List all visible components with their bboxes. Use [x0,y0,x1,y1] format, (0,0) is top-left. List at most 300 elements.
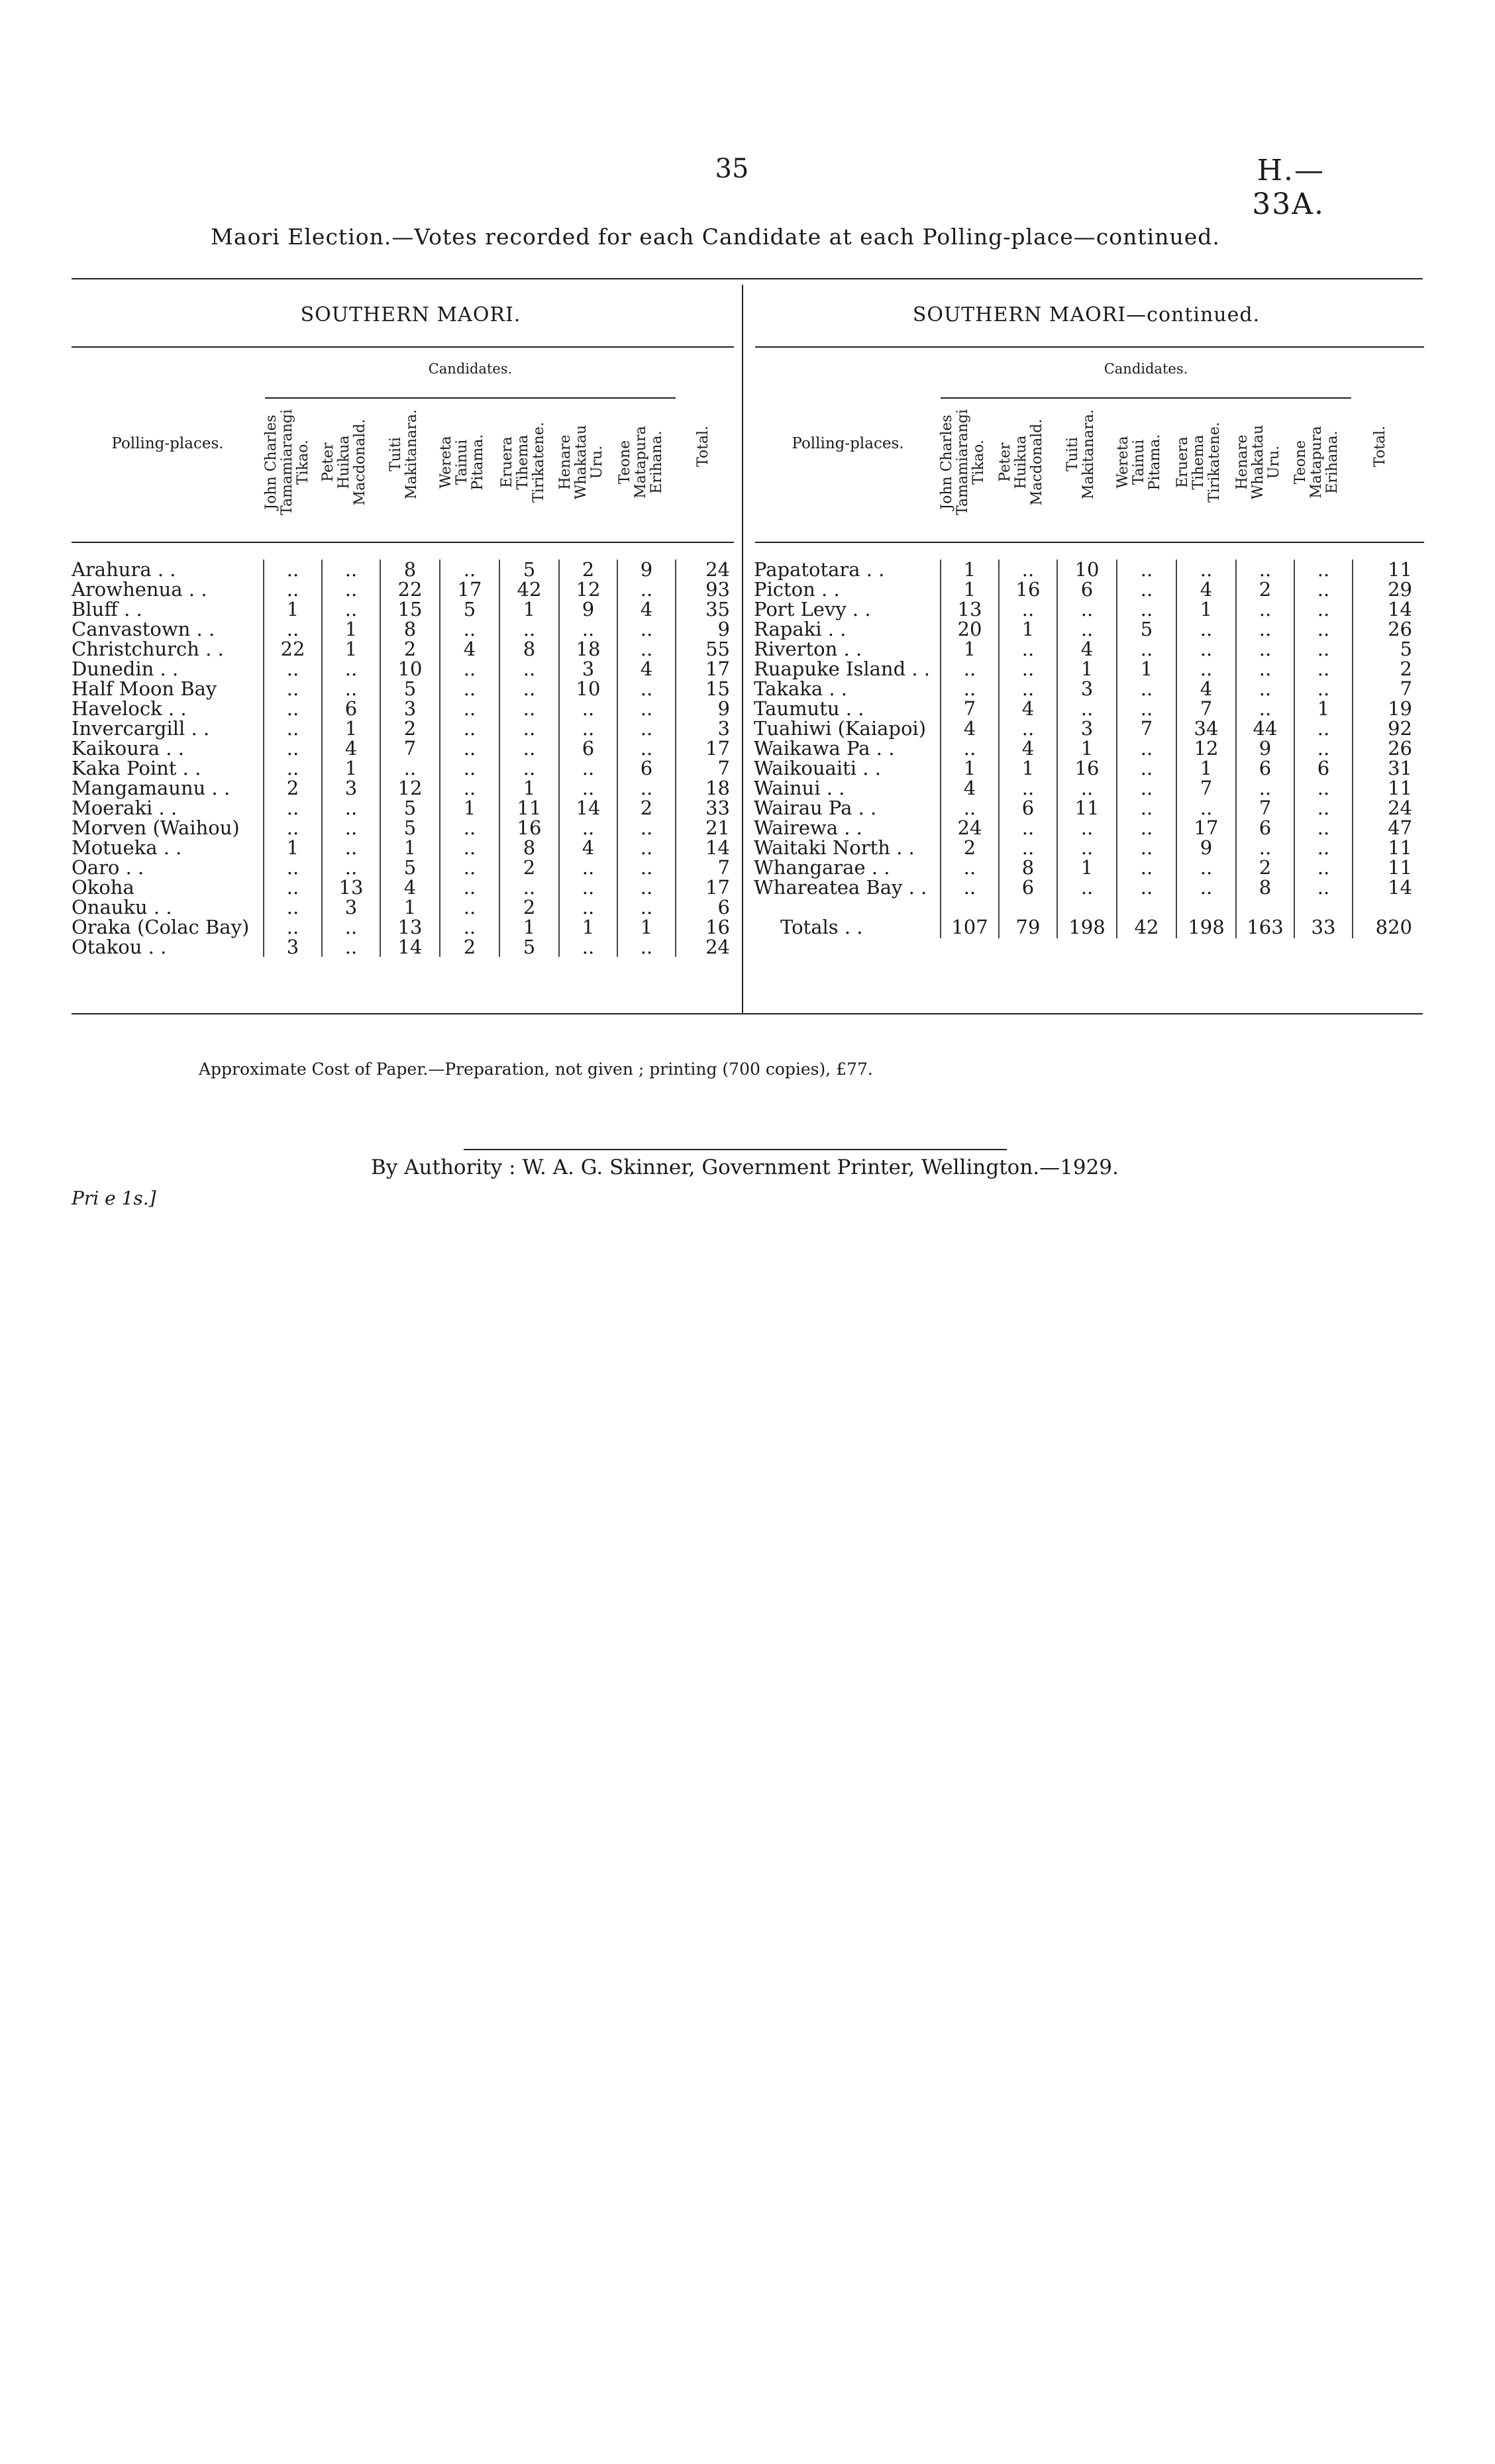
vote-cell: .. [1176,619,1236,639]
vote-cell: 9 [559,599,617,619]
row-total: 26 [1353,738,1416,758]
table-row [754,599,1416,619]
vote-cell: .. [264,718,322,738]
vote-cell: .. [1117,758,1176,778]
authority-rule [464,1149,1007,1150]
vote-cell: .. [999,679,1057,699]
vote-cell: 24 [941,818,999,838]
candidate-total: 198 [1057,897,1117,938]
vote-cell: .. [322,560,380,579]
vote-cell: .. [1294,738,1353,758]
row-total: 31 [1353,758,1416,778]
vote-cell: 17 [1176,818,1236,838]
table-row [72,897,734,917]
vote-cell: .. [440,758,499,778]
left-votes-table [72,560,734,957]
table-row [72,639,734,659]
vote-cell: .. [559,897,617,917]
table-row [754,659,1416,679]
vote-cell: .. [999,718,1057,738]
vote-cell: 4 [941,778,999,798]
vote-cell: 1 [499,917,559,937]
table-row [72,738,734,758]
vote-cell: 1 [380,897,440,917]
vote-cell: .. [322,917,380,937]
vote-cell: .. [1294,858,1353,877]
row-total: 29 [1353,579,1416,599]
vote-cell: 34 [1176,718,1236,738]
vote-cell: 1 [941,639,999,659]
vote-cell: .. [440,699,499,718]
polling-place: Arahura . . [72,558,176,581]
vote-cell: 8 [380,619,440,639]
vote-cell: .. [1176,858,1236,877]
vote-cell: .. [999,659,1057,679]
left-section-title: SOUTHERN MAORI. [300,303,521,326]
row-total: 24 [676,560,734,579]
table-row [754,579,1416,599]
table-row [754,738,1416,758]
vote-cell: .. [499,619,559,639]
table-row [754,798,1416,818]
vote-cell: 6 [999,798,1057,818]
table-row [72,798,734,818]
left-candidate-header-5: Eruera Tihema Tirikatene. [499,422,547,503]
row-total: 55 [676,639,734,659]
vote-cell: 7 [380,738,440,758]
vote-cell: .. [1294,798,1353,818]
table-row [72,619,734,639]
right-candidates-label: Candidates. [1104,361,1188,377]
polling-place: Havelock . . [72,697,187,720]
right-candidate-header-6: Henare Whakatau Uru. [1234,424,1282,500]
polling-place: Riverton . . [754,638,862,660]
vote-cell: .. [1117,818,1176,838]
vote-cell: .. [1117,858,1176,877]
vote-cell: 5 [380,679,440,699]
vote-cell: .. [322,818,380,838]
vote-cell: 44 [1236,718,1294,738]
vote-cell: 2 [499,858,559,877]
right-total-header: Total. [1372,425,1388,468]
totals-row [754,897,1416,938]
row-total: 11 [1353,858,1416,877]
row-total: 2 [1353,659,1416,679]
row-total: 33 [676,798,734,818]
row-total: 24 [1353,798,1416,818]
totals-label: Totals . . [780,916,863,938]
vote-cell: .. [1117,579,1176,599]
vote-cell: .. [264,858,322,877]
vote-cell: .. [264,699,322,718]
polling-place: Mangamaunu . . [72,777,231,799]
table-row [754,838,1416,858]
vote-cell: .. [1117,679,1176,699]
polling-place: Kaikoura . . [72,737,184,760]
vote-cell: 1 [499,778,559,798]
vote-cell: 8 [380,560,440,579]
vote-cell: .. [1117,877,1176,897]
vote-cell: 1 [1294,699,1353,718]
vote-cell: .. [1294,599,1353,619]
row-total: 92 [1353,718,1416,738]
row-total: 9 [676,619,734,639]
vote-cell: 9 [1236,738,1294,758]
table-row [754,858,1416,877]
vote-cell: .. [941,877,999,897]
vote-cell: .. [440,858,499,877]
vote-cell: 1 [941,758,999,778]
vote-cell: .. [1057,877,1117,897]
vote-cell: .. [559,778,617,798]
polling-place: Motueka . . [72,836,182,859]
vote-cell: .. [999,778,1057,798]
vote-cell: .. [322,599,380,619]
vote-cell: .. [941,659,999,679]
vote-cell: .. [1176,639,1236,659]
row-total: 24 [676,937,734,957]
row-total: 17 [676,738,734,758]
vote-cell: .. [440,778,499,798]
vote-cell: 1 [617,917,676,937]
vote-cell: .. [617,679,676,699]
vote-cell: 4 [1176,679,1236,699]
cost-note: Approximate Cost of Paper.—Preparation, not given ; printing (700 copies), £77. [199,1060,873,1079]
vote-cell: .. [440,679,499,699]
row-total: 35 [676,599,734,619]
table-row [754,877,1416,897]
polling-place: Waikawa Pa . . [754,737,895,760]
left-total-header: Total. [695,425,711,468]
vote-cell: .. [1176,798,1236,818]
vote-cell: .. [440,619,499,639]
vote-cell: 1 [264,599,322,619]
table-row [72,599,734,619]
vote-cell: .. [264,738,322,758]
right-candidate-header-3: Tuiti Makitanara. [1064,409,1097,499]
vote-cell: 4 [617,659,676,679]
row-total: 14 [676,838,734,858]
vote-cell: 1 [322,639,380,659]
vote-cell: .. [617,838,676,858]
vote-cell: .. [559,858,617,877]
vote-cell: .. [264,877,322,897]
vote-cell: .. [1057,619,1117,639]
vote-cell: 13 [941,599,999,619]
left-header-bottom-rule [72,542,734,543]
vote-cell: 6 [322,699,380,718]
candidate-total: 79 [999,897,1057,938]
vote-cell: .. [499,679,559,699]
polling-place: Canvastown . . [72,618,215,640]
vote-cell: 2 [264,778,322,798]
table-row [754,679,1416,699]
vote-cell: .. [1057,699,1117,718]
vote-cell: 1 [941,579,999,599]
vote-cell: .. [264,679,322,699]
polling-place: Morven (Waihou) [72,816,240,839]
vote-cell: .. [617,937,676,957]
vote-cell: 5 [1117,619,1176,639]
vote-cell: 12 [559,579,617,599]
vote-cell: 6 [999,877,1057,897]
polling-place: Picton . . [754,578,840,601]
table-row [72,679,734,699]
vote-cell: .. [264,758,322,778]
vote-cell: 14 [559,798,617,818]
vote-cell: .. [440,718,499,738]
vote-cell: 1 [559,917,617,937]
grand-total: 820 [1353,897,1416,938]
vote-cell: 3 [1057,679,1117,699]
right-candidate-header-2: Peter Huikua Macdonald. [997,419,1045,506]
row-total: 19 [1353,699,1416,718]
vote-cell: 4 [999,699,1057,718]
vote-cell: .. [617,877,676,897]
vote-cell: 20 [941,619,999,639]
vote-cell: 8 [499,639,559,659]
polling-place: Whangarae . . [754,856,890,879]
vote-cell: .. [1294,818,1353,838]
vote-cell: .. [941,679,999,699]
vote-cell: .. [264,917,322,937]
vote-cell: 16 [999,579,1057,599]
vote-cell: .. [322,659,380,679]
polling-place: Arowhenua . . [72,578,207,601]
row-total: 9 [676,699,734,718]
polling-place: Papatotara . . [754,558,885,581]
vote-cell: .. [999,560,1057,579]
vote-cell: .. [1236,699,1294,718]
vote-cell: .. [617,858,676,877]
row-total: 11 [1353,560,1416,579]
candidate-total: 33 [1294,897,1353,938]
row-total: 17 [676,659,734,679]
vote-cell: .. [440,917,499,937]
vote-cell: .. [1057,599,1117,619]
table-row [72,917,734,937]
vote-cell: .. [617,778,676,798]
vote-cell: 9 [1176,838,1236,858]
vote-cell: .. [264,619,322,639]
vote-cell: 3 [264,937,322,957]
vote-cell: .. [1057,778,1117,798]
table-row [72,560,734,579]
vote-cell: 5 [380,818,440,838]
vote-cell: 14 [380,937,440,957]
vote-cell: .. [499,738,559,758]
right-candidate-header-5: Eruera Tihema Tirikatene. [1174,422,1223,503]
polling-place: Dunedin . . [72,658,179,680]
vote-cell: 6 [559,738,617,758]
vote-cell: .. [1236,838,1294,858]
vote-cell: 1 [440,798,499,818]
left-candidate-header-7: Teone Matapura Erihana. [617,426,665,499]
vote-cell: .. [999,818,1057,838]
row-total: 5 [1353,639,1416,659]
vote-cell: 2 [559,560,617,579]
vote-cell: 6 [617,758,676,778]
vote-cell: 3 [559,659,617,679]
vote-cell: .. [617,818,676,838]
left-candidate-header-2: Peter Huikua Macdonald. [320,419,368,506]
vote-cell: .. [941,858,999,877]
polling-place: Wainui . . [754,777,845,799]
vote-cell: 1 [1117,659,1176,679]
vote-cell: .. [999,599,1057,619]
vote-cell: 4 [617,599,676,619]
vote-cell: 16 [499,818,559,838]
price-note: Pri e 1s.] [72,1187,156,1209]
left-candidate-header-3: Tuiti Makitanara. [387,409,420,499]
vote-cell: .. [322,679,380,699]
vote-cell: .. [264,579,322,599]
vote-cell: 1 [499,599,559,619]
vote-cell: .. [1057,838,1117,858]
right-votes-table [754,560,1416,938]
vote-cell: 15 [380,599,440,619]
vote-cell: .. [499,758,559,778]
page-number: 35 [715,154,749,184]
polling-place: Port Levy . . [754,598,871,620]
vote-cell: 8 [999,858,1057,877]
vote-cell: 2 [499,897,559,917]
row-total: 6 [676,897,734,917]
vote-cell: 1 [322,758,380,778]
row-total: 21 [676,818,734,838]
vote-cell: 1 [322,619,380,639]
vote-cell: 11 [1057,798,1117,818]
right-header-top-rule [755,346,1424,348]
vote-cell: .. [440,818,499,838]
vote-cell: .. [1294,619,1353,639]
vote-cell: .. [499,659,559,679]
polling-place: Waitaki North . . [754,836,915,859]
vote-cell: 42 [499,579,559,599]
title-rule [72,278,1423,279]
vote-cell: .. [440,838,499,858]
column-divider [742,285,743,1013]
vote-cell: 1 [1176,758,1236,778]
vote-cell: .. [322,858,380,877]
vote-cell: .. [1236,639,1294,659]
vote-cell: .. [1176,877,1236,897]
vote-cell: 1 [1057,659,1117,679]
vote-cell: .. [264,897,322,917]
polling-place: Half Moon Bay [72,677,217,700]
vote-cell: .. [559,877,617,897]
right-section-title: SOUTHERN MAORI—continued. [912,303,1261,326]
row-total: 17 [676,877,734,897]
vote-cell: .. [1117,778,1176,798]
vote-cell: 8 [499,838,559,858]
table-row [72,699,734,718]
vote-cell: 7 [941,699,999,718]
vote-cell: 1 [941,560,999,579]
authority-line: By Authority : W. A. G. Skinner, Government Printer, Wellington.—1929. [371,1156,1119,1179]
vote-cell: 6 [1057,579,1117,599]
vote-cell: 12 [1176,738,1236,758]
polling-place: Otakou . . [72,936,167,958]
vote-cell: 7 [1236,798,1294,818]
polling-place: Taumutu . . [754,697,864,720]
row-total: 7 [676,858,734,877]
candidate-total: 42 [1117,897,1176,938]
vote-cell: 2 [380,718,440,738]
vote-cell: 5 [499,937,559,957]
table-row [72,758,734,778]
row-total: 7 [1353,679,1416,699]
vote-cell: .. [559,758,617,778]
polling-place: Invercargill . . [72,717,210,740]
vote-cell: .. [999,838,1057,858]
vote-cell: 3 [1057,718,1117,738]
vote-cell: 7 [1117,718,1176,738]
vote-cell: 6 [1294,758,1353,778]
vote-cell: .. [559,818,617,838]
polling-place: Takaka . . [754,677,847,700]
vote-cell: .. [264,659,322,679]
vote-cell: 4 [941,718,999,738]
table-row [72,877,734,897]
row-total: 3 [676,718,734,738]
vote-cell: 16 [1057,758,1117,778]
vote-cell: 3 [380,699,440,718]
vote-cell: .. [1117,838,1176,858]
page-title: Maori Election.—Votes recorded for each Candidate at each Polling-place—continued. [211,224,1220,250]
row-total: 47 [1353,818,1416,838]
left-candidate-header-1: John Charles Tamamiarangi Tikao. [263,409,311,515]
vote-cell: .. [617,897,676,917]
vote-cell: 6 [1236,818,1294,838]
vote-cell: .. [559,699,617,718]
vote-cell: .. [1294,560,1353,579]
vote-cell: .. [264,818,322,838]
polling-place: Rapaki . . [754,618,847,640]
vote-cell: .. [617,579,676,599]
polling-place: Wairau Pa . . [754,797,877,819]
vote-cell: .. [1294,639,1353,659]
vote-cell: 12 [380,778,440,798]
vote-cell: 13 [322,877,380,897]
polling-place: Moeraki . . [72,797,178,819]
polling-place: Okoha [72,876,134,899]
vote-cell: 4 [1057,639,1117,659]
vote-cell: .. [322,838,380,858]
vote-cell: 1 [264,838,322,858]
right-candidate-header-1: John Charles Tamamiarangi Tikao. [939,409,987,515]
vote-cell: .. [617,639,676,659]
table-row [754,560,1416,579]
row-total: 11 [1353,838,1416,858]
vote-cell: .. [1294,579,1353,599]
vote-cell: 22 [264,639,322,659]
vote-cell: 2 [440,937,499,957]
row-total: 93 [676,579,734,599]
table-row [72,818,734,838]
polling-place: Bluff . . [72,598,142,620]
candidate-total: 198 [1176,897,1236,938]
vote-cell: 3 [322,778,380,798]
row-total: 11 [1353,778,1416,798]
vote-cell: .. [440,659,499,679]
vote-cell: 9 [617,560,676,579]
vote-cell: .. [499,877,559,897]
table-row [754,619,1416,639]
vote-cell: 1 [999,619,1057,639]
vote-cell: .. [1236,679,1294,699]
vote-cell: 4 [1176,579,1236,599]
